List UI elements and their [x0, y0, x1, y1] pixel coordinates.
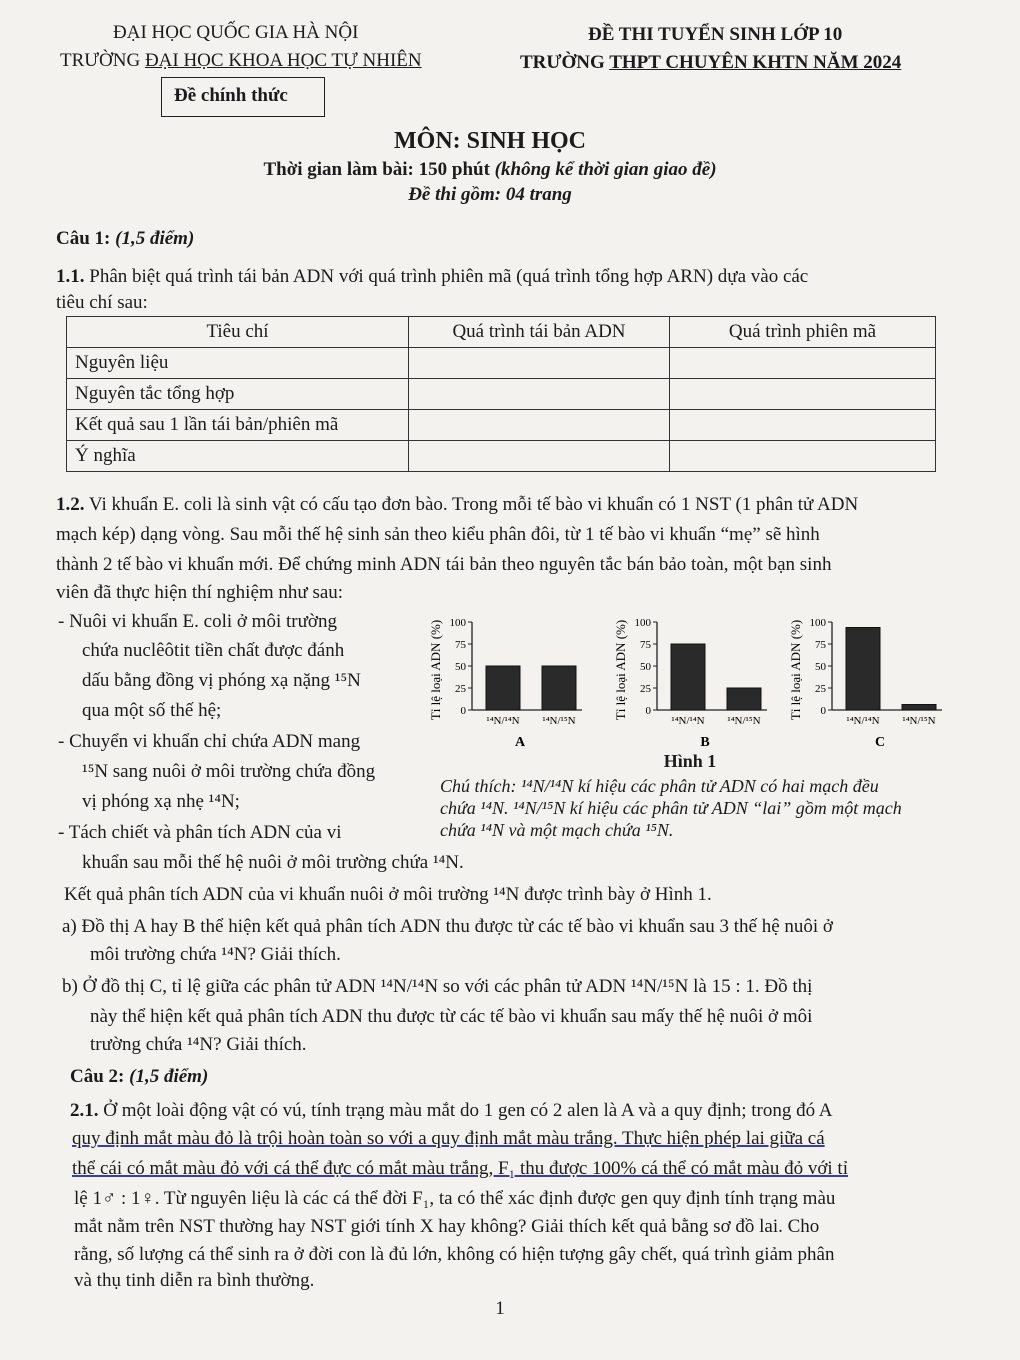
- q1-1-text: Phân biệt quá trình tái bản ADN với quá trình phiên mã (quá trình tổng hợp ARN) dựa vào các: [89, 266, 809, 287]
- x-tick-label: ¹⁴N/¹⁴N: [486, 715, 520, 727]
- y-tick-label: 75: [815, 639, 826, 651]
- subject-title: MÔN: SINH HỌC: [394, 128, 586, 154]
- bullet3-line2: khuẩn sau mỗi thế hệ nuôi ở môi trường chứa ¹⁴N.: [82, 852, 464, 873]
- official-label: Đề chính thức: [174, 85, 288, 106]
- y-tick-label: 50: [455, 661, 466, 673]
- y-tick-label: 0: [645, 705, 651, 717]
- x-tick-label: ¹⁴N/¹⁵N: [727, 715, 761, 727]
- q1-1-line1: [56, 262, 808, 292]
- y-tick-label: 50: [815, 661, 826, 673]
- q1-points: (1,5 điểm): [115, 228, 195, 249]
- chart-bar: [902, 705, 936, 711]
- page-number: 1: [495, 1298, 505, 1319]
- chart-panel-label: A: [514, 735, 526, 750]
- row-label: Kết quả sau 1 lần tái bản/phiên mã: [67, 410, 409, 441]
- table-row: [67, 379, 936, 410]
- q2-1-line7: và thụ tinh diễn ra bình thường.: [74, 1270, 315, 1291]
- table-cell: [670, 348, 936, 379]
- chart-bar: [671, 644, 705, 710]
- q2-1-text: Ở một loài động vật có vú, tính trạng màu mắt do 1 gen có 2 alen là A và a quy định; trong đó A: [103, 1100, 833, 1121]
- pages-line: Đề thi gồm: 04 trang: [408, 184, 572, 205]
- y-tick-label: 0: [460, 705, 466, 717]
- table-cell: [409, 410, 670, 441]
- q1-1-line2: tiêu chí sau:: [56, 292, 148, 313]
- chart-bar: [486, 666, 520, 710]
- chart-panel-label: C: [874, 735, 886, 750]
- q2-1-line1: [70, 1096, 833, 1126]
- header-exam-title: ĐỀ THI TUYỂN SINH LỚP 10: [588, 24, 843, 45]
- chart-bar: [846, 628, 880, 711]
- x-tick-label: ¹⁴N/¹⁴N: [671, 715, 705, 727]
- q1-2-line2: mạch kép) dạng vòng. Sau mỗi thế hệ sinh sản theo kiểu phân đôi, từ 1 tế bào vi khuẩn “mẹ” sẽ hình: [56, 524, 820, 545]
- q2-1-line5: mắt nằm trên NST thường hay NST giới tính X hay không? Giải thích kết quả bằng sơ đồ lai. Cho: [74, 1216, 820, 1237]
- q1-2-text: Vi khuẩn E. coli là sinh vật có cấu tạo đơn bào. Trong mỗi tế bào vi khuẩn có 1 NST (1 phân tử ADN: [88, 494, 859, 515]
- y-tick-label: 75: [640, 639, 651, 651]
- col-replication: Quá trình tái bản ADN: [409, 317, 670, 348]
- qb-line2: này thể hiện kết quả phân tích ADN thu được từ các tế bào vi khuẩn sau mấy thế hệ nuôi ở môi: [90, 1006, 813, 1027]
- q1-2-line1: [56, 490, 858, 520]
- col-criteria: Tiêu chí: [67, 317, 409, 348]
- col-transcription: Quá trình phiên mã: [670, 317, 936, 348]
- qb-line1: b) Ở đồ thị C, tỉ lệ giữa các phân tử ADN ¹⁴N/¹⁴N so với các phân tử ADN ¹⁴N/¹⁵N là 15 : 1. Đồ thị: [62, 976, 813, 997]
- q2-points: (1,5 điểm): [129, 1066, 209, 1087]
- q1-2-line3: thành 2 tế bào vi khuẩn mới. Để chứng minh ADN tái bản theo nguyên tắc bán bảo toàn, một bạn sinh: [56, 554, 832, 575]
- caption-line1: Chú thích: ¹⁴N/¹⁴N kí hiệu các phân tử ADN có hai mạch đều: [440, 776, 879, 796]
- y-tick-label: 100: [449, 617, 466, 629]
- q1-1-num: 1.1.: [56, 266, 85, 287]
- criteria-table: [66, 316, 936, 472]
- header-school-name: ĐẠI HỌC KHOA HỌC TỰ NHIÊN: [144, 50, 422, 71]
- row-label: Ý nghĩa: [67, 441, 409, 472]
- y-tick-label: 0: [820, 705, 826, 717]
- figure-1-charts: [420, 600, 950, 760]
- q1-2-num: 1.2.: [56, 494, 85, 515]
- chart-bar: [727, 688, 761, 710]
- bullet2-line3: vị phóng xạ nhẹ ¹⁴N;: [82, 791, 240, 812]
- official-box: [161, 77, 325, 117]
- table-cell: [670, 379, 936, 410]
- time-line: [0, 159, 980, 181]
- caption-line2: chứa ¹⁴N. ¹⁴N/¹⁵N kí hiệu các phân tử ADN “lai” gồm một mạch: [440, 798, 902, 818]
- q1-2-line4: viên đã thực hiện thí nghiệm như sau:: [56, 582, 344, 603]
- row-label: Nguyên tắc tổng hợp: [67, 379, 409, 410]
- bullet1-line3: dấu bằng đồng vị phóng xạ nặng ¹⁵N: [82, 670, 361, 691]
- q1-label: Câu 1:: [56, 228, 111, 249]
- table-row: [67, 441, 936, 472]
- y-axis-label: Tỉ lệ loại ADN (%): [788, 619, 803, 721]
- bullet1-line4: qua một số thế hệ;: [82, 700, 222, 721]
- q2-1-line2: quy định mắt màu đỏ là trội hoàn toàn so với a quy định mắt màu trắng. Thực hiện phép lai giữa cá: [72, 1128, 825, 1149]
- header-school-prefix: TRƯỜNG: [60, 50, 145, 71]
- q2-1-line6: rằng, số lượng cá thể sinh ra ở đời con là đủ lớn, không có hiện tượng gây chết, quá trình giảm phân: [74, 1244, 835, 1265]
- table-cell: [409, 379, 670, 410]
- chart-bar: [542, 666, 576, 710]
- time-bold: Thời gian làm bài: 150 phút: [263, 159, 490, 180]
- y-tick-label: 100: [809, 617, 826, 629]
- y-axis-label: Tỉ lệ loại ADN (%): [428, 619, 443, 721]
- header-exam-school-prefix: TRƯỜNG: [520, 52, 610, 73]
- time-italic: (không kể thời gian giao đề): [494, 159, 717, 180]
- table-cell: [409, 441, 670, 472]
- y-tick-label: 75: [455, 639, 466, 651]
- y-tick-label: 25: [640, 683, 651, 695]
- table-row: [67, 410, 936, 441]
- header-university: ĐẠI HỌC QUỐC GIA HÀ NỘI: [113, 22, 359, 43]
- qa-line2: môi trường chứa ¹⁴N? Giải thích.: [90, 944, 341, 965]
- q1-heading: [56, 228, 194, 250]
- header-school: [60, 50, 422, 72]
- header-exam-school: [520, 52, 901, 74]
- y-tick-label: 25: [455, 683, 466, 695]
- q2-1-line4: lệ 1♂ : 1♀. Từ nguyên liệu là các cá thể đời F₁, ta có thể xác định được gen quy định tính trạng màu: [74, 1188, 836, 1209]
- y-tick-label: 100: [634, 617, 651, 629]
- table-row: [67, 348, 936, 379]
- q2-heading: [70, 1066, 208, 1088]
- result-line: Kết quả phân tích ADN của vi khuẩn nuôi ở môi trường ¹⁴N được trình bày ở Hình 1.: [64, 884, 712, 905]
- bullet1-line2: chứa nuclêôtit tiền chất được đánh: [82, 640, 345, 661]
- x-tick-label: ¹⁴N/¹⁴N: [846, 715, 880, 727]
- x-tick-label: ¹⁴N/¹⁵N: [902, 715, 936, 727]
- row-label: Nguyên liệu: [67, 348, 409, 379]
- y-tick-label: 50: [640, 661, 651, 673]
- y-tick-label: 25: [815, 683, 826, 695]
- q2-label: Câu 2:: [70, 1066, 125, 1087]
- criteria-table-header: [67, 317, 936, 348]
- chart-panel-label: B: [700, 735, 710, 750]
- bullet2-line1: - Chuyển vi khuẩn chỉ chứa ADN mang: [58, 731, 361, 752]
- bullet1-line1: - Nuôi vi khuẩn E. coli ở môi trường: [58, 611, 337, 632]
- table-cell: [670, 441, 936, 472]
- caption-line3: chứa ¹⁴N và một mạch chứa ¹⁵N.: [440, 820, 674, 840]
- bullet2-line2: ¹⁵N sang nuôi ở môi trường chứa đồng: [82, 761, 376, 782]
- q2-1-num: 2.1.: [70, 1100, 99, 1121]
- table-cell: [409, 348, 670, 379]
- y-axis-label: Tỉ lệ loại ADN (%): [613, 619, 628, 721]
- table-cell: [670, 410, 936, 441]
- figure-title: Hình 1: [663, 751, 717, 771]
- header-exam-school-name: THPT CHUYÊN KHTN NĂM 2024: [609, 52, 902, 73]
- bullet3-line1: - Tách chiết và phân tích ADN của vi: [58, 822, 342, 843]
- qb-line3: trường chứa ¹⁴N? Giải thích.: [90, 1034, 307, 1055]
- q2-1-line3: thể cái có mắt màu đỏ với cá thể đực có mắt màu trắng, F₁ thu được 100% cá thể có mắt màu đỏ với tỉ: [72, 1158, 848, 1179]
- qa-line1: a) Đồ thị A hay B thể hiện kết quả phân tích ADN thu được từ các tế bào vi khuẩn sau 3 thế hệ nuôi ở: [62, 916, 833, 937]
- x-tick-label: ¹⁴N/¹⁵N: [542, 715, 576, 727]
